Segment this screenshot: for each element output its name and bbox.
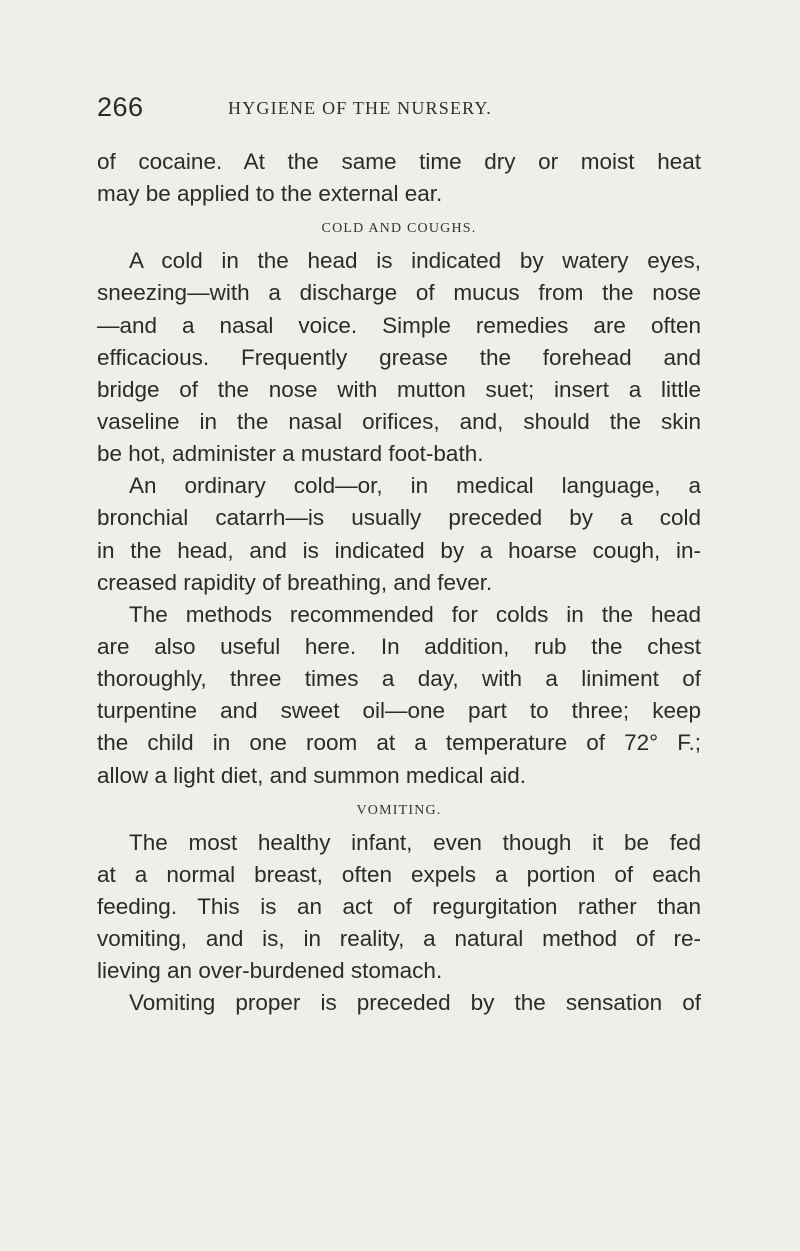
paragraph-line: bronchial catarrh—is usually preceded by a cold <box>97 505 701 531</box>
running-title: HYGIENE OF THE NURSERY. <box>228 98 492 118</box>
paragraph-line: The most healthy infant, even though it be fed <box>129 829 701 855</box>
paragraph-line: at a normal breast, often expels a portion of each <box>97 861 701 887</box>
paragraph-line: are also useful here. In addition, rub the chest <box>97 633 701 659</box>
paragraph-line: creased rapidity of breathing, and fever. <box>97 569 493 595</box>
paragraph-line: Vomiting proper is preceded by the sensation of <box>129 990 701 1016</box>
paragraph-line: allow a light diet, and summon medical aid. <box>97 762 526 788</box>
paragraph-line: efficacious. Frequently grease the forehead and <box>97 344 701 370</box>
paragraph-line: vomiting, and is, in reality, a natural method of re- <box>97 926 701 952</box>
paragraph-line: An ordinary cold—or, in medical language, a <box>129 473 701 499</box>
paragraph-line: be hot, administer a mustard foot-bath. <box>97 441 484 467</box>
paragraph-line: of cocaine. At the same time dry or moist heat <box>97 149 701 174</box>
section-heading-vomiting: VOMITING. <box>356 802 442 818</box>
paragraph-line: The methods recommended for colds in the head <box>129 601 701 627</box>
section-heading-cold-and-coughs: COLD AND COUGHS. <box>321 221 477 237</box>
paragraph-line: feeding. This is an act of regurgitation rather than <box>97 893 701 919</box>
paragraph-line: in the head, and is indicated by a hoarse cough, in- <box>97 537 701 563</box>
paragraph-line: thoroughly, three times a day, with a liniment of <box>97 666 701 692</box>
paragraph-line: the child in one room at a temperature of 72° F.; <box>97 730 701 756</box>
body-text <box>97 146 701 1020</box>
paragraph-line: may be applied to the external ear. <box>97 181 443 207</box>
paragraph-line: A cold in the head is indicated by watery eyes, <box>129 248 701 274</box>
paragraph-line: lieving an over-burdened stomach. <box>97 958 443 984</box>
page-number: 266 <box>97 92 144 122</box>
paragraph-line: bridge of the nose with mutton suet; insert a little <box>97 376 701 402</box>
paragraph-line: vaseline in the nasal orifices, and, should the skin <box>97 408 701 434</box>
paragraph-line: sneezing—with a discharge of mucus from the nose <box>97 280 701 306</box>
paragraph-line: —and a nasal voice. Simple remedies are often <box>97 312 701 338</box>
running-head <box>97 92 709 122</box>
paragraph-line: turpentine and sweet oil—one part to three; keep <box>97 698 701 724</box>
